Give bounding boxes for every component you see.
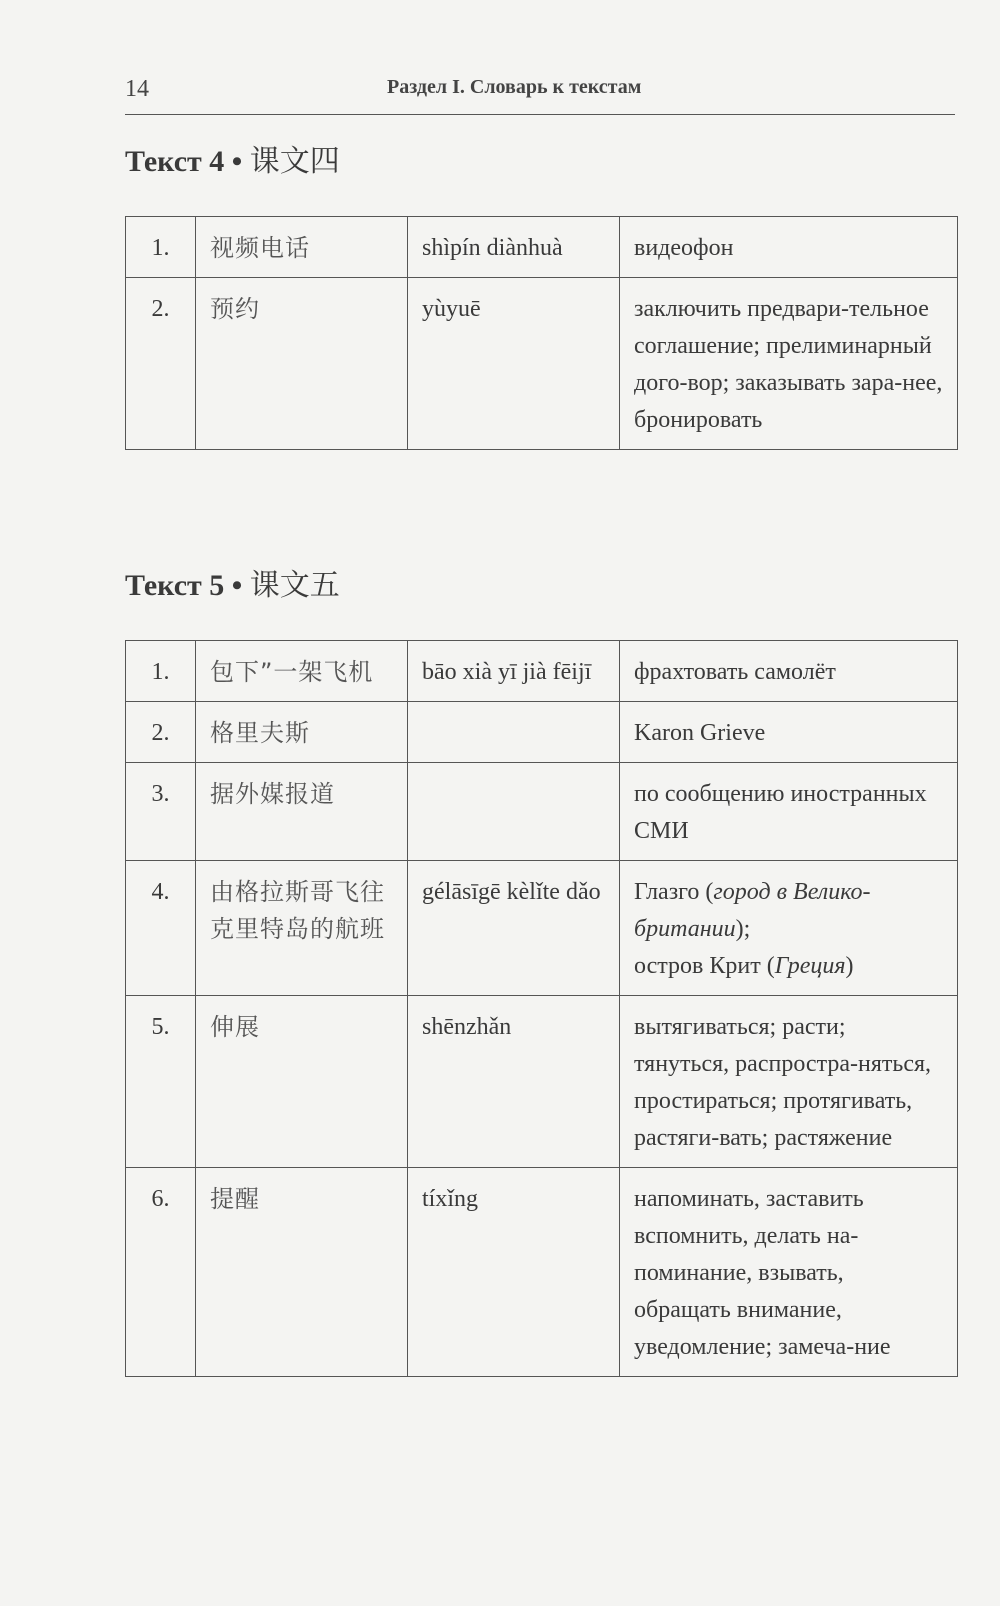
table-row [126,217,958,278]
section-title-zh: 课文四 [249,145,340,178]
pinyin-cell: bāo xià yī jià fēijī [408,641,620,702]
translation-cell: по сообщению иностранных СМИ [620,763,958,861]
row-number: 1. [126,641,196,702]
translation-text: ); [735,916,751,942]
section-title-ru: Текст 5 • [125,569,243,602]
row-number: 5. [126,996,196,1168]
section-title-text-5 [125,560,340,604]
vocab-table-text-5 [125,640,958,1377]
hanzi-cell: 视频电话 [196,217,408,278]
translation-text: Глазго ( [634,879,714,905]
hanzi-cell: 预约 [196,278,408,450]
row-number: 2. [126,278,196,450]
translation-cell: заключить предвари-тельное соглашение; прелиминарный дого-вор; заказывать зара-нее, бронировать [620,278,958,450]
translation-cell [620,861,958,996]
hanzi-cell: 提醒 [196,1168,408,1377]
row-number: 4. [126,861,196,996]
row-number: 6. [126,1168,196,1377]
translation-cell: вытягиваться; расти; тянуться, распростра-няться, простираться; протягивать, растяги-вать; растяжение [620,996,958,1168]
table-row [126,1168,958,1377]
translation-cell: Karon Grieve [620,702,958,763]
translation-italic: город в Велико-британии [634,879,871,942]
hanzi-cell: 据外媒报道 [196,763,408,861]
section-title-zh: 课文五 [249,569,340,602]
pinyin-cell [408,763,620,861]
pinyin-cell: shìpín diànhuà [408,217,620,278]
pinyin-cell: yùyuē [408,278,620,450]
hanzi-cell: 伸展 [196,996,408,1168]
translation-text: остров Крит ( [634,953,775,979]
page-number: 14 [125,76,149,102]
table-row [126,861,958,996]
row-number: 2. [126,702,196,763]
translation-cell: напоминать, заставить вспомнить, делать на-поминание, взывать, обращать внимание, уведомление; замеча-ние [620,1168,958,1377]
hanzi-cell: 格里夫斯 [196,702,408,763]
pinyin-cell: tíxǐng [408,1168,620,1377]
hanzi-cell: 包下”一架飞机 [196,641,408,702]
hanzi-cell: 由格拉斯哥飞往克里特岛的航班 [196,861,408,996]
table-row [126,763,958,861]
table-row [126,996,958,1168]
section-title-text-4 [125,136,340,180]
table-row [126,702,958,763]
pinyin-cell: shēnzhǎn [408,996,620,1168]
translation-cell: видеофон [620,217,958,278]
translation-text: ) [845,953,854,979]
translation-cell: фрахтовать самолёт [620,641,958,702]
table-row [126,278,958,450]
translation-italic: Греция [774,953,846,979]
running-title: Раздел I. Словарь к текстам [387,76,642,98]
pinyin-cell [408,702,620,763]
table-row [126,641,958,702]
pinyin-cell: gélāsīgē kèlǐte dǎo [408,861,620,996]
row-number: 3. [126,763,196,861]
vocab-table-text-4 [125,216,958,450]
section-title-ru: Текст 4 • [125,145,243,178]
running-header [125,74,955,115]
row-number: 1. [126,217,196,278]
